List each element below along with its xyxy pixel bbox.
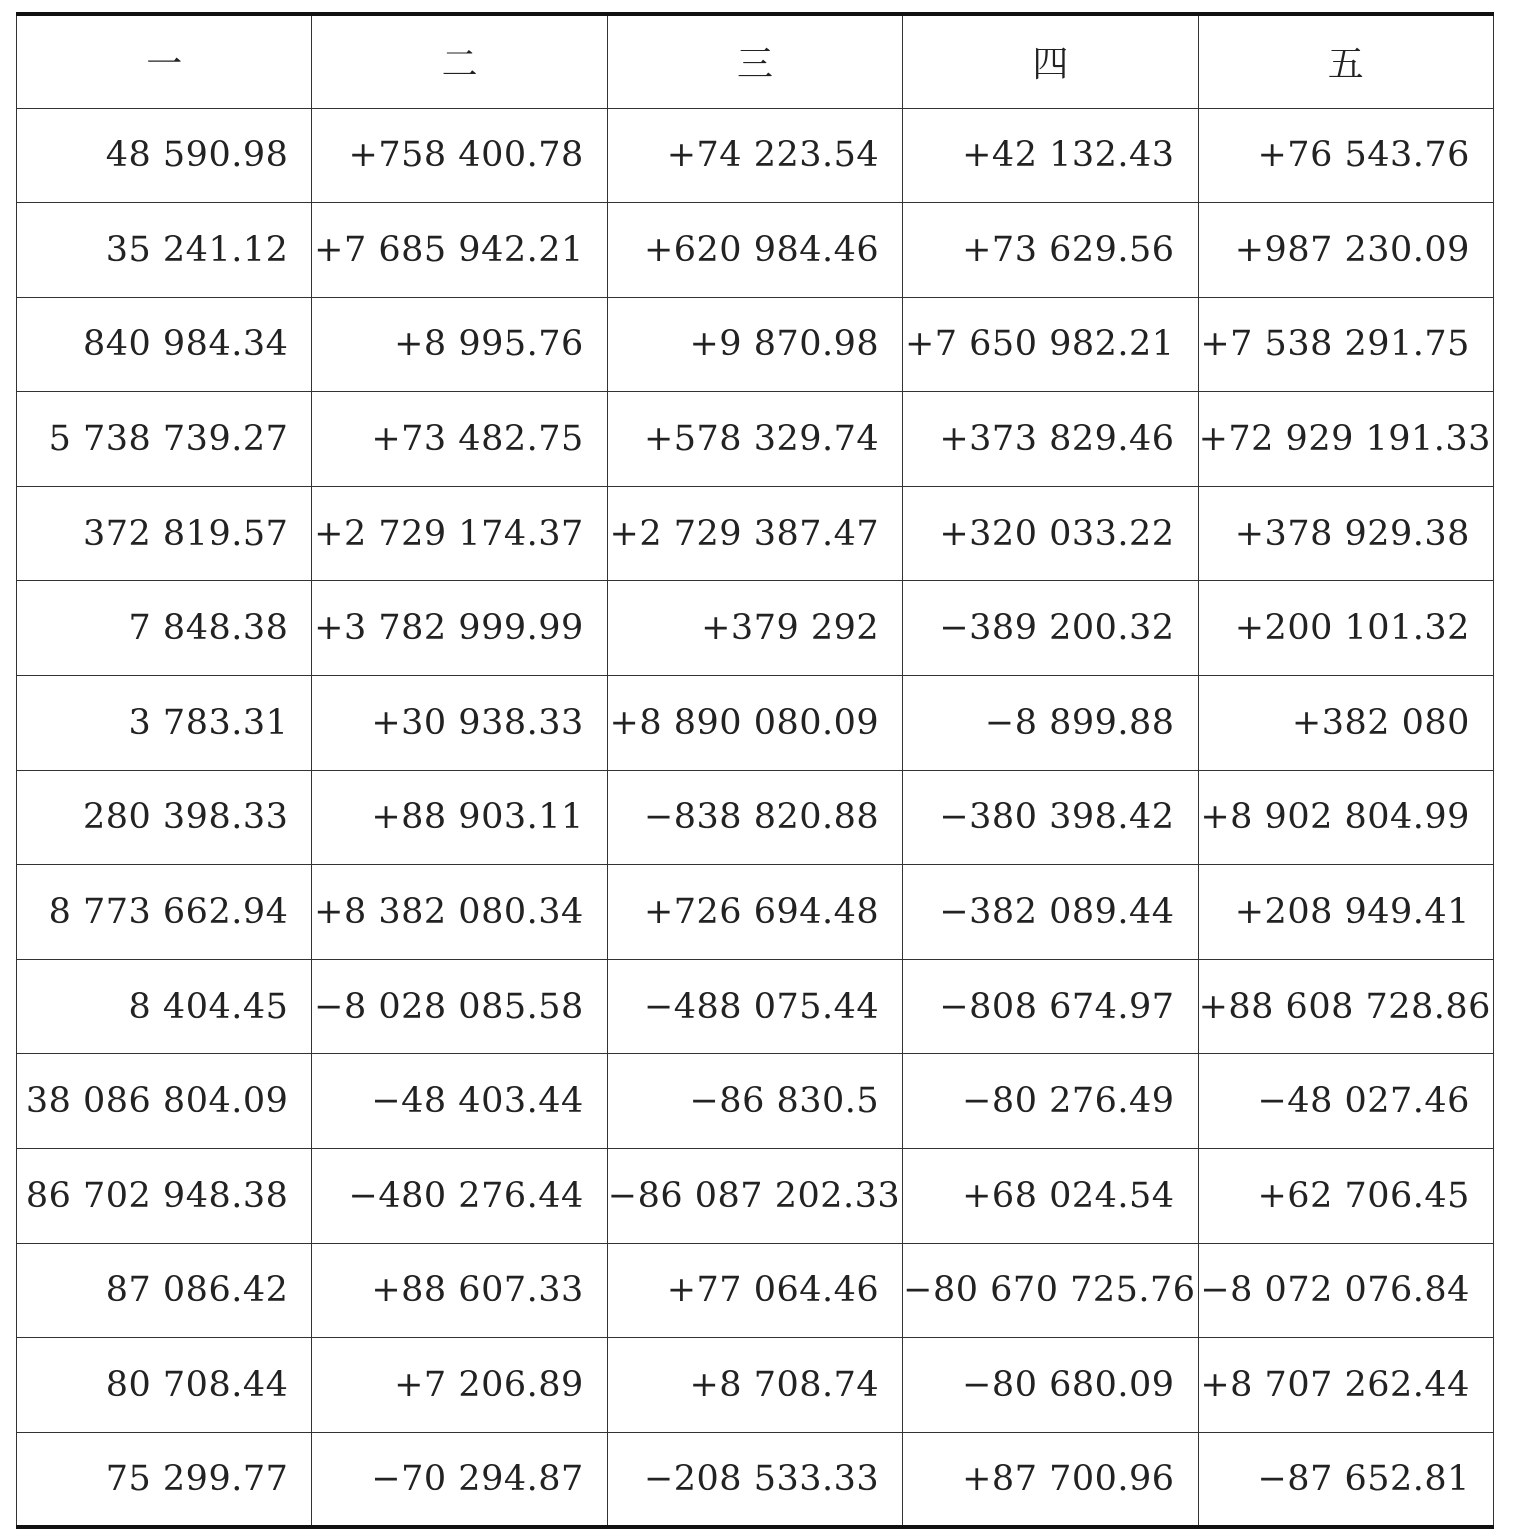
table-cell: +7 650 982.21 <box>903 297 1198 392</box>
table-row <box>17 1243 1494 1338</box>
table-cell: −8 072 076.84 <box>1198 1243 1493 1338</box>
table-header <box>17 14 1494 108</box>
table-cell: −86 087 202.33 <box>607 1149 902 1244</box>
table-cell: +578 329.74 <box>607 392 902 487</box>
table-cell: 86 702 948.38 <box>17 1149 312 1244</box>
table-cell: +8 995.76 <box>312 297 607 392</box>
table-cell: 48 590.98 <box>17 108 312 203</box>
table-cell: 5 738 739.27 <box>17 392 312 487</box>
table-row <box>17 486 1494 581</box>
table-cell: −80 680.09 <box>903 1338 1198 1433</box>
table-cell: +8 707 262.44 <box>1198 1338 1493 1433</box>
table-row <box>17 392 1494 487</box>
table-cell: −70 294.87 <box>312 1432 607 1527</box>
table-cell: +74 223.54 <box>607 108 902 203</box>
data-table <box>16 12 1494 1529</box>
table-cell: 3 783.31 <box>17 676 312 771</box>
table-cell: 80 708.44 <box>17 1338 312 1433</box>
table-cell: +9 870.98 <box>607 297 902 392</box>
table-cell: +62 706.45 <box>1198 1149 1493 1244</box>
table-cell: −8 028 085.58 <box>312 959 607 1054</box>
table-cell: −87 652.81 <box>1198 1432 1493 1527</box>
column-header: 五 <box>1198 14 1493 108</box>
table-cell: 8 404.45 <box>17 959 312 1054</box>
table-cell: 87 086.42 <box>17 1243 312 1338</box>
table-cell: +7 538 291.75 <box>1198 297 1493 392</box>
table-cell: +73 482.75 <box>312 392 607 487</box>
table-cell: −838 820.88 <box>607 770 902 865</box>
column-header: 三 <box>607 14 902 108</box>
table-cell: 7 848.38 <box>17 581 312 676</box>
table-cell: +88 608 728.86 <box>1198 959 1493 1054</box>
table-cell: −208 533.33 <box>607 1432 902 1527</box>
table-cell: +87 700.96 <box>903 1432 1198 1527</box>
table-cell: +7 206.89 <box>312 1338 607 1433</box>
header-row <box>17 14 1494 108</box>
table-row <box>17 1149 1494 1244</box>
table-cell: +379 292 <box>607 581 902 676</box>
table-cell: +200 101.32 <box>1198 581 1493 676</box>
table-cell: −86 830.5 <box>607 1054 902 1149</box>
table-cell: +987 230.09 <box>1198 203 1493 298</box>
table-row <box>17 297 1494 392</box>
table-cell: +30 938.33 <box>312 676 607 771</box>
table-cell: 75 299.77 <box>17 1432 312 1527</box>
table-row <box>17 959 1494 1054</box>
table-cell: +7 685 942.21 <box>312 203 607 298</box>
table-cell: −389 200.32 <box>903 581 1198 676</box>
table-cell: +3 782 999.99 <box>312 581 607 676</box>
table-cell: −80 276.49 <box>903 1054 1198 1149</box>
table-cell: −488 075.44 <box>607 959 902 1054</box>
table-cell: +72 929 191.33 <box>1198 392 1493 487</box>
table-cell: 280 398.33 <box>17 770 312 865</box>
table-cell: −8 899.88 <box>903 676 1198 771</box>
table-row <box>17 581 1494 676</box>
table-cell: 840 984.34 <box>17 297 312 392</box>
table-row <box>17 770 1494 865</box>
table-cell: 372 819.57 <box>17 486 312 581</box>
table-cell: −808 674.97 <box>903 959 1198 1054</box>
table-cell: +2 729 174.37 <box>312 486 607 581</box>
table-row <box>17 203 1494 298</box>
table-cell: +373 829.46 <box>903 392 1198 487</box>
column-header: 一 <box>17 14 312 108</box>
table-body <box>17 108 1494 1527</box>
table-cell: +8 382 080.34 <box>312 865 607 960</box>
table-cell: +208 949.41 <box>1198 865 1493 960</box>
table-cell: 38 086 804.09 <box>17 1054 312 1149</box>
table-row <box>17 865 1494 960</box>
table-cell: −80 670 725.76 <box>903 1243 1198 1338</box>
column-header: 四 <box>903 14 1198 108</box>
table-cell: +42 132.43 <box>903 108 1198 203</box>
table-cell: +68 024.54 <box>903 1149 1198 1244</box>
column-header: 二 <box>312 14 607 108</box>
table-cell: +382 080 <box>1198 676 1493 771</box>
table-cell: +8 708.74 <box>607 1338 902 1433</box>
table-cell: −48 027.46 <box>1198 1054 1493 1149</box>
table-row <box>17 1054 1494 1149</box>
table-cell: +758 400.78 <box>312 108 607 203</box>
table-cell: −382 089.44 <box>903 865 1198 960</box>
table-row <box>17 1432 1494 1527</box>
table-cell: −48 403.44 <box>312 1054 607 1149</box>
table-cell: 35 241.12 <box>17 203 312 298</box>
table-cell: +88 903.11 <box>312 770 607 865</box>
table-cell: +378 929.38 <box>1198 486 1493 581</box>
table-cell: +620 984.46 <box>607 203 902 298</box>
table-cell: +88 607.33 <box>312 1243 607 1338</box>
table-cell: +77 064.46 <box>607 1243 902 1338</box>
table-cell: +8 890 080.09 <box>607 676 902 771</box>
table-row <box>17 1338 1494 1433</box>
table-row <box>17 676 1494 771</box>
table-cell: +2 729 387.47 <box>607 486 902 581</box>
table-cell: −480 276.44 <box>312 1149 607 1244</box>
table-cell: +726 694.48 <box>607 865 902 960</box>
table-cell: +320 033.22 <box>903 486 1198 581</box>
table-cell: 8 773 662.94 <box>17 865 312 960</box>
table-row <box>17 108 1494 203</box>
table-cell: +8 902 804.99 <box>1198 770 1493 865</box>
table-cell: +76 543.76 <box>1198 108 1493 203</box>
table-cell: +73 629.56 <box>903 203 1198 298</box>
table-cell: −380 398.42 <box>903 770 1198 865</box>
